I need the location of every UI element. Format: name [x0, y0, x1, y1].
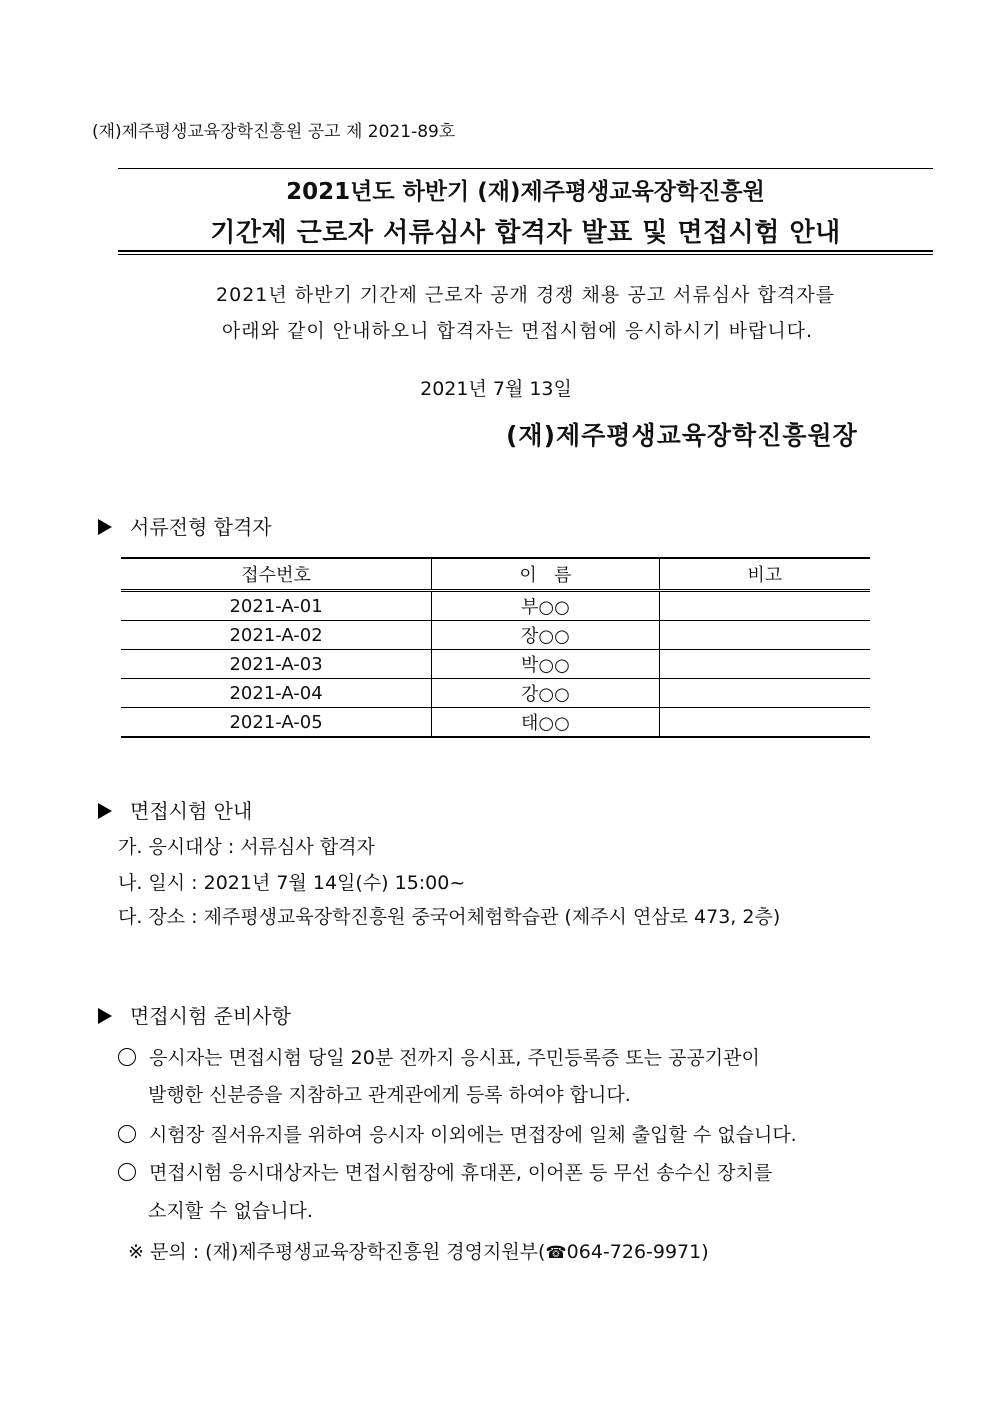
triangle-bullet-icon	[98, 519, 112, 535]
cell-remarks	[659, 679, 870, 708]
section-heading-label: 면접시험 준비사항	[130, 1004, 291, 1028]
contact-suffix: )	[701, 1241, 709, 1263]
cell-receipt-no: 2021-A-05	[121, 708, 432, 738]
announcement-date: 2021년 7월 13일	[420, 378, 572, 400]
prep-item-2-text: 시험장 질서유지를 위하여 응시자 이외에는 면접장에 일체 출입할 수 없습니다.	[149, 1124, 797, 1146]
cell-receipt-no: 2021-A-01	[121, 591, 432, 621]
table-header-row	[121, 558, 870, 591]
title-line-2: 기간제 근로자 서류심사 합격자 발표 및 면접시험 안내	[210, 218, 841, 248]
title-bottom-rule-thin	[118, 254, 933, 255]
contact-info	[128, 1237, 709, 1264]
cell-remarks	[659, 591, 870, 621]
pass-table	[121, 557, 870, 738]
section-heading-pass	[98, 511, 272, 540]
triangle-bullet-icon	[98, 803, 112, 819]
cell-receipt-no: 2021-A-02	[121, 621, 432, 650]
prep-item-1	[118, 1043, 760, 1070]
interview-item-datetime: 나. 일시 : 2021년 7월 14일(수) 15:00~	[118, 872, 466, 894]
contact-prefix: ※ 문의 : (재)제주평생교육장학진흥원 경영지원부(	[128, 1241, 546, 1263]
circle-bullet-icon	[118, 1125, 136, 1143]
triangle-bullet-icon	[98, 1008, 112, 1024]
table-row	[121, 708, 870, 738]
prep-item-1-line-1: 응시자는 면접시험 당일 20분 전까지 응시표, 주민등록증 또는 공공기관이	[149, 1047, 760, 1069]
cell-receipt-no: 2021-A-04	[121, 679, 432, 708]
section-heading-preparation	[98, 1000, 291, 1029]
table-row	[121, 679, 870, 708]
cell-name: 장○○	[432, 621, 659, 650]
prep-item-1-line-2: 발행한 신분증을 지참하고 관계관에게 등록 하여야 합니다.	[148, 1084, 631, 1106]
cell-name: 박○○	[432, 650, 659, 679]
prep-item-3-line-1: 면접시험 응시대상자는 면접시험장에 휴대폰, 이어폰 등 무선 송수신 장치를	[149, 1162, 773, 1184]
table-row	[121, 591, 870, 621]
cell-name: 태○○	[432, 708, 659, 738]
interview-item-target: 가. 응시대상 : 서류심사 합격자	[118, 836, 375, 858]
circle-bullet-icon	[118, 1163, 136, 1181]
prep-item-3	[118, 1158, 772, 1185]
table-row	[121, 621, 870, 650]
column-header-receipt-no: 접수번호	[121, 558, 432, 591]
title-bottom-rule-thick	[118, 250, 933, 252]
section-heading-label: 면접시험 안내	[130, 799, 253, 823]
cell-name: 강○○	[432, 679, 659, 708]
cell-remarks	[659, 650, 870, 679]
telephone-icon: ☎	[545, 1243, 567, 1263]
cell-receipt-no: 2021-A-03	[121, 650, 432, 679]
cell-name: 부○○	[432, 591, 659, 621]
cell-remarks	[659, 621, 870, 650]
column-header-remarks: 비고	[659, 558, 870, 591]
title-line-1: 2021년도 하반기 (재)제주평생교육장학진흥원	[286, 179, 765, 205]
table-row	[121, 650, 870, 679]
prep-item-3-line-2: 소지할 수 없습니다.	[148, 1200, 313, 1222]
title-top-rule	[118, 168, 933, 169]
notice-number: (재)제주평생교육장학진흥원 공고 제 2021-89호	[92, 122, 456, 142]
column-header-name: 이 름	[432, 558, 659, 591]
prep-item-2	[118, 1120, 797, 1147]
issuer-name: (재)제주평생교육장학진흥원장	[506, 421, 858, 450]
intro-line-2: 아래와 같이 안내하오니 합격자는 면접시험에 응시하시기 바랍니다.	[221, 320, 814, 342]
section-heading-label: 서류전형 합격자	[130, 515, 272, 539]
interview-item-location: 다. 장소 : 제주평생교육장학진흥원 중국어체험학습관 (제주시 연삼로 473, 2층)	[118, 906, 781, 928]
intro-line-1: 2021년 하반기 기간제 근로자 공개 경쟁 채용 공고 서류심사 합격자를	[216, 284, 835, 306]
contact-phone: 064-726-9971	[566, 1241, 702, 1263]
circle-bullet-icon	[118, 1048, 136, 1066]
cell-remarks	[659, 708, 870, 738]
section-heading-interview	[98, 795, 252, 824]
